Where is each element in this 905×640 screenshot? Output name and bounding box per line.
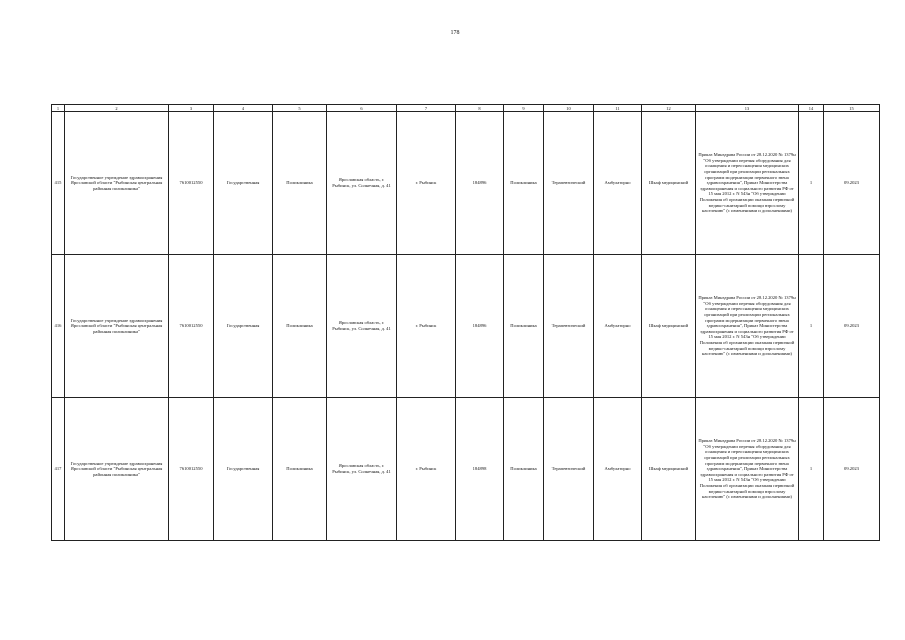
profile-cell: Терапевтический — [544, 255, 594, 398]
address-cell: Ярославская область, г. Рыбинск, ул. Солнечная, д. 41 — [327, 112, 397, 255]
regulation-cell: Приказ Минздрава России от 28.12.2020 № 1379н "Об утверждении перечня оборудования для оснащения и переоснащения медицинских организаций при реализации региональных программ модернизации первичного звена здравоохранения", Приказ Министерства здравоохранения и социального развития РФ от 15 мая 2012 г. N 543н "Об утверждении Положения об организации оказания первичной медико-санитарной помощи взрослому населению" (с изменениями и дополнениями) — [696, 398, 799, 541]
inn-cell: 7610012550 — [169, 112, 214, 255]
care-form-cell: Амбулаторно — [594, 398, 642, 541]
row-number: 416 — [52, 255, 65, 398]
equipment-cell: Шкаф медицинский — [642, 255, 696, 398]
column-number: 15 — [824, 105, 880, 112]
quantity-cell: 1 — [799, 112, 824, 255]
organization-name: Государственное учреждение здравоохранения Ярославской области "Рыбинская центральная районная поликлиника" — [65, 112, 169, 255]
regulation-cell: Приказ Минздрава России от 28.12.2020 № 1379н "Об утверждении перечня оборудования для оснащения и переоснащения медицинских организаций при реализации региональных программ модернизации первичного звена здравоохранения", Приказ Министерства здравоохранения и социального развития РФ от 15 мая 2012 г. N 543н "Об утверждении Положения об организации оказания первичной медико-санитарной помощи взрослому населению" (с изменениями и дополнениями) — [696, 255, 799, 398]
address-cell: Ярославская область, г. Рыбинск, ул. Солнечная, д. 41 — [327, 398, 397, 541]
inn-cell: 7610012550 — [169, 255, 214, 398]
date-cell: 09.2023 — [824, 255, 880, 398]
department-cell: Поликлиника — [504, 255, 544, 398]
facility-type-cell: Поликлиника — [273, 112, 327, 255]
postal-index-cell: 184898 — [456, 398, 504, 541]
equipment-cell: Шкаф медицинский — [642, 112, 696, 255]
city-cell: г. Рыбинск — [397, 398, 456, 541]
date-cell: 09.2023 — [824, 112, 880, 255]
quantity-cell: 1 — [799, 255, 824, 398]
facility-type-cell: Поликлиника — [273, 255, 327, 398]
address-cell: Ярославская область, г. Рыбинск, ул. Солнечная, д. 41 — [327, 255, 397, 398]
equipment-cell: Шкаф медицинский — [642, 398, 696, 541]
inn-cell: 7610012550 — [169, 398, 214, 541]
column-number: 11 — [594, 105, 642, 112]
postal-index-cell: 184896 — [456, 255, 504, 398]
department-cell: Поликлиника — [504, 112, 544, 255]
city-cell: г. Рыбинск — [397, 255, 456, 398]
column-number: 5 — [273, 105, 327, 112]
registry-table — [51, 104, 880, 541]
column-number: 6 — [327, 105, 397, 112]
organization-name: Государственное учреждение здравоохранения Ярославской области "Рыбинская центральная районная поликлиника" — [65, 398, 169, 541]
ownership-cell: Государственная — [214, 112, 273, 255]
facility-type-cell: Поликлиника — [273, 398, 327, 541]
column-number: 10 — [544, 105, 594, 112]
organization-name: Государственное учреждение здравоохранения Ярославской области "Рыбинская центральная районная поликлиника" — [65, 255, 169, 398]
quantity-cell: 1 — [799, 398, 824, 541]
column-number: 14 — [799, 105, 824, 112]
page-number: 178 — [450, 30, 460, 36]
column-number: 7 — [397, 105, 456, 112]
row-number: 415 — [52, 112, 65, 255]
profile-cell: Терапевтический — [544, 398, 594, 541]
regulation-cell: Приказ Минздрава России от 28.12.2020 № 1379н "Об утверждении перечня оборудования для оснащения и переоснащения медицинских организаций при реализации региональных программ модернизации первичного звена здравоохранения", Приказ Министерства здравоохранения и социального развития РФ от 15 мая 2012 г. N 543н "Об утверждении Положения об организации оказания первичной медико-санитарной помощи взрослому населению" (с изменениями и дополнениями) — [696, 112, 799, 255]
ownership-cell: Государственная — [214, 255, 273, 398]
column-number: 2 — [65, 105, 169, 112]
date-cell: 09.2023 — [824, 398, 880, 541]
column-number: 1 — [52, 105, 65, 112]
row-number: 417 — [52, 398, 65, 541]
column-number-header — [52, 105, 880, 112]
table-row — [52, 255, 880, 398]
care-form-cell: Амбулаторно — [594, 255, 642, 398]
ownership-cell: Государственная — [214, 398, 273, 541]
column-number: 13 — [696, 105, 799, 112]
column-number: 12 — [642, 105, 696, 112]
column-number: 4 — [214, 105, 273, 112]
department-cell: Поликлиника — [504, 398, 544, 541]
column-number: 9 — [504, 105, 544, 112]
column-number: 8 — [456, 105, 504, 112]
table-row — [52, 398, 880, 541]
column-number: 3 — [169, 105, 214, 112]
city-cell: г. Рыбинск — [397, 112, 456, 255]
profile-cell: Терапевтический — [544, 112, 594, 255]
postal-index-cell: 184896 — [456, 112, 504, 255]
care-form-cell: Амбулаторно — [594, 112, 642, 255]
table-row — [52, 112, 880, 255]
